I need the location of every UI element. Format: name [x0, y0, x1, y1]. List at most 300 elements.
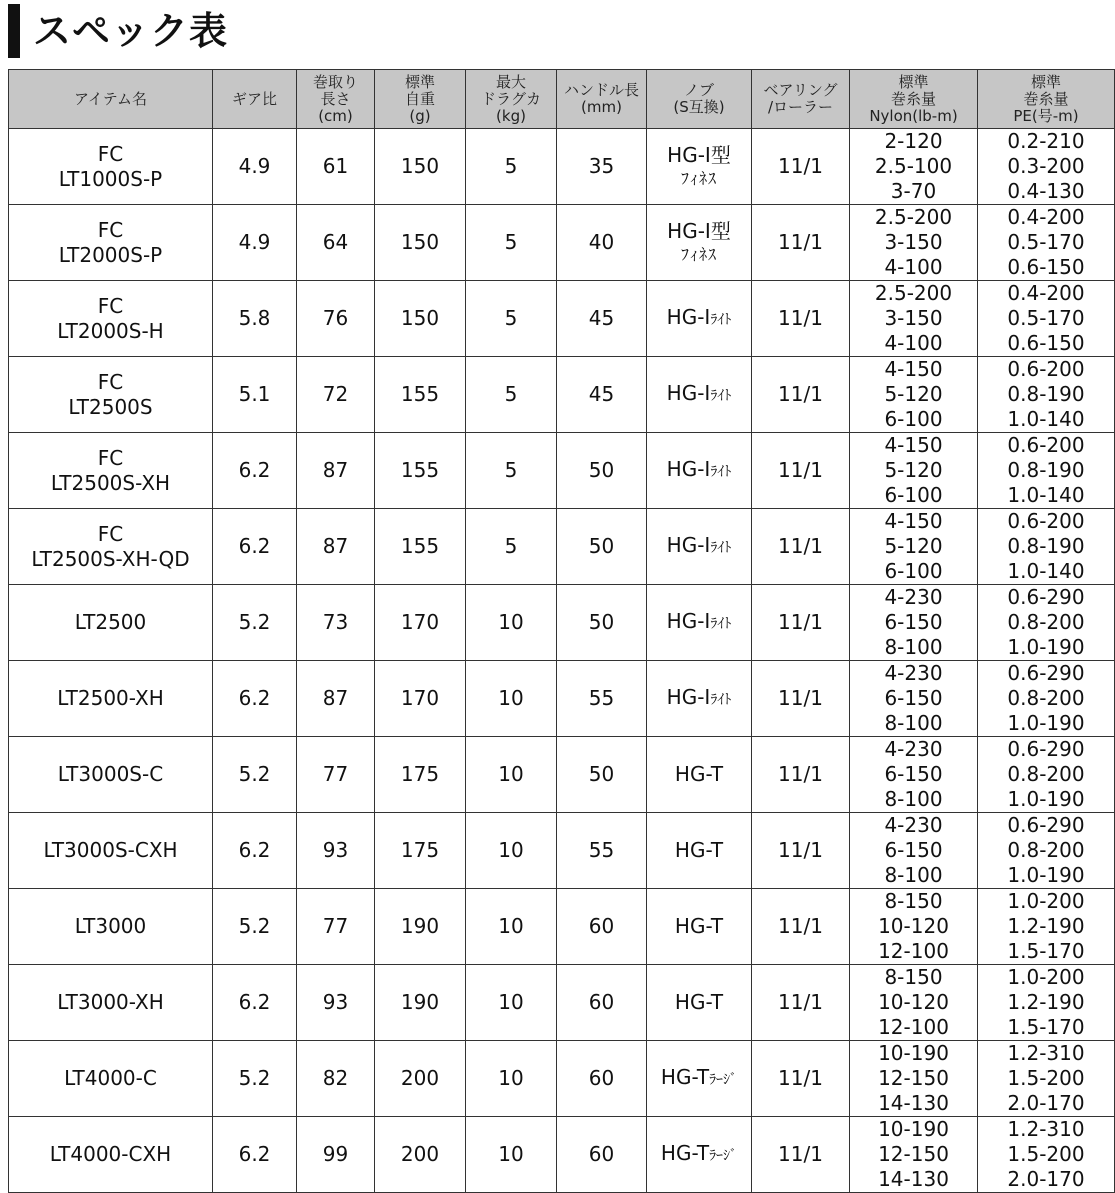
cell-gear-ratio: 5.2 [213, 889, 297, 965]
cell-weight: 175 [375, 813, 466, 889]
cell-max-drag: 10 [466, 1117, 557, 1193]
item-name-line: LT2000S-P [58, 242, 163, 267]
nylon-capacity-line: 10-190 [878, 1041, 949, 1065]
item-name-line: LT2500-XH [57, 686, 164, 710]
cell-item-name [9, 965, 213, 1041]
cell-max-drag: 5 [466, 357, 557, 433]
pe-capacity-line: 1.0-190 [1007, 787, 1085, 811]
cell-pe-capacity [978, 889, 1115, 965]
item-name-line: LT3000 [74, 914, 147, 938]
nylon-capacity-line: 4-230 [884, 737, 943, 761]
nylon-capacity-line: 4-150 [884, 357, 943, 381]
nylon-capacity-line: 4-230 [884, 585, 943, 609]
pe-capacity-line: 0.8-200 [1007, 686, 1085, 710]
header-retrieve [297, 70, 375, 129]
knob-main: HG-I [666, 608, 711, 633]
nylon-capacity-line: 6-150 [884, 762, 943, 786]
nylon-capacity-line: 2.5-100 [874, 154, 953, 178]
cell-nylon-capacity [850, 1117, 978, 1193]
cell-knob [647, 281, 752, 357]
cell-nylon-capacity [850, 357, 978, 433]
cell-pe-capacity [978, 129, 1115, 205]
cell-handle-length: 60 [557, 1117, 647, 1193]
knob-suffix: ﾗｰｼﾞ [709, 1071, 738, 1088]
cell-weight: 170 [375, 585, 466, 661]
pe-capacity-line: 1.0-190 [1007, 863, 1085, 887]
item-name-line: LT3000S-CXH [43, 838, 178, 862]
knob-main: HG-T [660, 1064, 710, 1089]
knob-main: HG-T [674, 838, 724, 862]
item-name-line: FC [97, 521, 124, 546]
cell-knob [647, 965, 752, 1041]
pe-capacity-line: 1.2-190 [1007, 990, 1085, 1014]
nylon-capacity-line: 14-130 [878, 1167, 949, 1191]
cell-gear-ratio: 6.2 [213, 813, 297, 889]
header-gear [213, 70, 297, 129]
cell-handle-length: 50 [557, 737, 647, 813]
cell-knob [647, 433, 752, 509]
cell-handle-length: 55 [557, 813, 647, 889]
cell-pe-capacity [978, 509, 1115, 585]
cell-knob [647, 509, 752, 585]
knob-main: HG-I [666, 532, 711, 557]
header-pe-line: 標準 [1030, 72, 1061, 91]
pe-capacity-line: 0.3-200 [1007, 154, 1085, 178]
item-name-line: LT2000S-H [57, 318, 164, 343]
cell-gear-ratio: 5.2 [213, 737, 297, 813]
nylon-capacity-line: 4-100 [884, 331, 943, 355]
cell-gear-ratio: 6.2 [213, 965, 297, 1041]
nylon-capacity-line: 8-100 [884, 863, 943, 887]
table-row [9, 357, 1115, 433]
header-nylon-line: Nylon(lb-m) [869, 106, 958, 125]
nylon-capacity-line: 4-100 [884, 255, 943, 279]
header-drag [466, 70, 557, 129]
cell-item-name [9, 1041, 213, 1117]
header-item-line: アイテム名 [74, 89, 147, 108]
cell-knob [647, 737, 752, 813]
cell-knob [647, 585, 752, 661]
header-knob [647, 70, 752, 129]
knob-main: HG-I [666, 304, 711, 329]
knob-main: HG-I [666, 380, 711, 405]
pe-capacity-line: 1.0-200 [1007, 965, 1085, 989]
pe-capacity-line: 0.6-200 [1007, 509, 1085, 533]
cell-item-name [9, 129, 213, 205]
pe-capacity-line: 0.5-170 [1007, 230, 1085, 254]
nylon-capacity-line: 3-70 [890, 179, 937, 203]
cell-weight: 190 [375, 965, 466, 1041]
knob-main: HG-T [674, 762, 724, 786]
item-name-line: LT2500S-XH [50, 470, 171, 495]
cell-max-drag: 5 [466, 509, 557, 585]
cell-gear-ratio: 5.2 [213, 1041, 297, 1117]
cell-retrieve-length: 77 [297, 889, 375, 965]
pe-capacity-line: 0.2-210 [1007, 129, 1085, 153]
pe-capacity-line: 0.6-200 [1007, 357, 1085, 381]
nylon-capacity-line: 6-150 [884, 686, 943, 710]
cell-nylon-capacity [850, 585, 978, 661]
cell-weight: 200 [375, 1041, 466, 1117]
pe-capacity-line: 1.2-190 [1007, 914, 1085, 938]
cell-max-drag: 10 [466, 1041, 557, 1117]
header-retrieve-line: 長さ [320, 89, 351, 108]
pe-capacity-line: 1.5-200 [1007, 1066, 1085, 1090]
cell-weight: 150 [375, 205, 466, 281]
pe-capacity-line: 0.6-290 [1007, 585, 1085, 609]
cell-nylon-capacity [850, 813, 978, 889]
page-title: スペック表 [33, 9, 229, 53]
knob-suffix: ﾗｲﾄ [710, 539, 732, 556]
knob-suffix: ﾗｲﾄ [710, 691, 732, 708]
cell-knob [647, 357, 752, 433]
knob-main: HG-I型 [667, 143, 731, 167]
header-item [9, 70, 213, 129]
header-nylon-line: 巻糸量 [890, 89, 936, 108]
pe-capacity-line: 1.0-190 [1007, 711, 1085, 735]
cell-retrieve-length: 99 [297, 1117, 375, 1193]
nylon-capacity-line: 10-120 [878, 914, 949, 938]
cell-weight: 155 [375, 357, 466, 433]
header-bearing-line: /ローラー [767, 98, 834, 116]
pe-capacity-line: 1.5-200 [1007, 1142, 1085, 1166]
cell-pe-capacity [978, 965, 1115, 1041]
header-bearing-line: ベアリング [763, 81, 838, 99]
knob-suffix: ﾗｲﾄ [710, 615, 732, 632]
cell-weight: 150 [375, 129, 466, 205]
cell-handle-length: 60 [557, 965, 647, 1041]
pe-capacity-line: 0.6-290 [1007, 737, 1085, 761]
cell-nylon-capacity [850, 433, 978, 509]
cell-pe-capacity [978, 1041, 1115, 1117]
nylon-capacity-line: 4-230 [884, 813, 943, 837]
cell-max-drag: 10 [466, 813, 557, 889]
nylon-capacity-line: 12-100 [878, 939, 949, 963]
cell-retrieve-length: 82 [297, 1041, 375, 1117]
item-name-line: LT2500 [74, 610, 147, 634]
knob-suffix: ﾗｲﾄ [710, 387, 732, 404]
table-row [9, 889, 1115, 965]
cell-handle-length: 40 [557, 205, 647, 281]
pe-capacity-line: 0.6-150 [1007, 331, 1085, 355]
nylon-capacity-line: 6-100 [884, 407, 943, 431]
table-row [9, 965, 1115, 1041]
cell-bearing: 11/1 [752, 965, 850, 1041]
header-gear-line: ギア比 [231, 89, 277, 108]
header-weight [375, 70, 466, 129]
item-name-line: FC [97, 445, 124, 470]
cell-nylon-capacity [850, 281, 978, 357]
knob-sub: ﾌｨﾈｽ [680, 245, 717, 264]
cell-bearing: 11/1 [752, 357, 850, 433]
nylon-capacity-line: 10-120 [878, 990, 949, 1014]
pe-capacity-line: 0.4-130 [1007, 179, 1085, 203]
pe-capacity-line: 0.6-290 [1007, 813, 1085, 837]
header-weight-line: 自重 [404, 89, 435, 108]
cell-nylon-capacity [850, 965, 978, 1041]
cell-pe-capacity [978, 357, 1115, 433]
pe-capacity-line: 0.8-190 [1007, 458, 1085, 482]
pe-capacity-line: 0.6-200 [1007, 433, 1085, 457]
knob-main: HG-T [674, 914, 724, 938]
nylon-capacity-line: 8-150 [884, 889, 943, 913]
cell-handle-length: 50 [557, 433, 647, 509]
cell-gear-ratio: 4.9 [213, 129, 297, 205]
cell-retrieve-length: 87 [297, 661, 375, 737]
table-header-row [9, 70, 1115, 129]
pe-capacity-line: 0.8-190 [1007, 534, 1085, 558]
cell-retrieve-length: 77 [297, 737, 375, 813]
cell-item-name [9, 357, 213, 433]
header-nylon-line: 標準 [898, 72, 929, 91]
cell-max-drag: 5 [466, 129, 557, 205]
cell-handle-length: 45 [557, 281, 647, 357]
header-nylon [850, 70, 978, 129]
cell-pe-capacity [978, 737, 1115, 813]
nylon-capacity-line: 4-230 [884, 661, 943, 685]
table-row [9, 813, 1115, 889]
item-name-line: FC [97, 293, 124, 318]
cell-pe-capacity [978, 661, 1115, 737]
cell-pe-capacity [978, 433, 1115, 509]
cell-retrieve-length: 87 [297, 433, 375, 509]
cell-bearing: 11/1 [752, 889, 850, 965]
pe-capacity-line: 0.6-150 [1007, 255, 1085, 279]
nylon-capacity-line: 3-150 [884, 230, 943, 254]
cell-item-name [9, 281, 213, 357]
nylon-capacity-line: 3-150 [884, 306, 943, 330]
pe-capacity-line: 0.8-190 [1007, 382, 1085, 406]
cell-bearing: 11/1 [752, 1041, 850, 1117]
cell-handle-length: 60 [557, 889, 647, 965]
nylon-capacity-line: 6-150 [884, 610, 943, 634]
table-body [9, 129, 1115, 1193]
cell-nylon-capacity [850, 889, 978, 965]
table-row [9, 509, 1115, 585]
cell-weight: 175 [375, 737, 466, 813]
cell-weight: 170 [375, 661, 466, 737]
knob-main: HG-I型 [667, 219, 731, 243]
cell-gear-ratio: 5.2 [213, 585, 297, 661]
pe-capacity-line: 1.2-310 [1007, 1041, 1085, 1065]
cell-knob [647, 1117, 752, 1193]
cell-weight: 200 [375, 1117, 466, 1193]
header-handle [557, 70, 647, 129]
knob-main: HG-I [666, 684, 711, 709]
header-pe-line: 巻糸量 [1023, 89, 1069, 108]
item-name-line: LT3000S-C [57, 762, 164, 786]
pe-capacity-line: 1.0-140 [1007, 559, 1085, 583]
pe-capacity-line: 1.0-140 [1007, 407, 1085, 431]
table-row [9, 1041, 1115, 1117]
pe-capacity-line: 2.0-170 [1007, 1091, 1085, 1115]
header-pe [978, 70, 1115, 129]
cell-knob [647, 1041, 752, 1117]
nylon-capacity-line: 8-150 [884, 965, 943, 989]
cell-bearing: 11/1 [752, 433, 850, 509]
cell-retrieve-length: 87 [297, 509, 375, 585]
cell-max-drag: 10 [466, 585, 557, 661]
cell-bearing: 11/1 [752, 585, 850, 661]
pe-capacity-line: 1.0-200 [1007, 889, 1085, 913]
knob-suffix: ﾗｲﾄ [710, 311, 732, 328]
pe-capacity-line: 1.2-310 [1007, 1117, 1085, 1141]
cell-bearing: 11/1 [752, 205, 850, 281]
cell-knob [647, 813, 752, 889]
knob-main: HG-T [674, 990, 724, 1014]
cell-gear-ratio: 6.2 [213, 1117, 297, 1193]
header-retrieve-line: 巻取り [312, 72, 358, 91]
spec-table [8, 69, 1115, 1193]
cell-pe-capacity [978, 1117, 1115, 1193]
cell-gear-ratio: 6.2 [213, 433, 297, 509]
item-name-line: LT2500S-XH-QD [31, 546, 190, 571]
item-name-line: FC [97, 217, 124, 242]
cell-retrieve-length: 76 [297, 281, 375, 357]
cell-item-name [9, 205, 213, 281]
cell-retrieve-length: 93 [297, 813, 375, 889]
header-knob-line: ノブ [683, 81, 714, 99]
header-handle-line: ハンドル長 [563, 81, 639, 99]
knob-suffix: ﾗｲﾄ [710, 463, 732, 480]
nylon-capacity-line: 5-120 [884, 534, 943, 558]
cell-weight: 150 [375, 281, 466, 357]
cell-bearing: 11/1 [752, 1117, 850, 1193]
table-row [9, 205, 1115, 281]
cell-item-name [9, 813, 213, 889]
cell-gear-ratio: 5.1 [213, 357, 297, 433]
cell-weight: 190 [375, 889, 466, 965]
header-drag-line: 最大 [495, 72, 526, 91]
cell-nylon-capacity [850, 737, 978, 813]
pe-capacity-line: 0.8-200 [1007, 610, 1085, 634]
item-name-line: LT4000-C [64, 1066, 157, 1090]
cell-nylon-capacity [850, 129, 978, 205]
cell-nylon-capacity [850, 1041, 978, 1117]
cell-knob [647, 661, 752, 737]
header-retrieve-line: (cm) [318, 106, 353, 125]
cell-max-drag: 10 [466, 737, 557, 813]
nylon-capacity-line: 14-130 [878, 1091, 949, 1115]
pe-capacity-line: 1.5-170 [1007, 939, 1085, 963]
pe-capacity-line: 1.5-170 [1007, 1015, 1085, 1039]
cell-item-name [9, 509, 213, 585]
cell-handle-length: 35 [557, 129, 647, 205]
cell-weight: 155 [375, 433, 466, 509]
nylon-capacity-line: 10-190 [878, 1117, 949, 1141]
cell-max-drag: 10 [466, 889, 557, 965]
nylon-capacity-line: 2-120 [884, 129, 943, 153]
pe-capacity-line: 0.4-200 [1007, 205, 1085, 229]
cell-max-drag: 5 [466, 281, 557, 357]
nylon-capacity-line: 6-100 [884, 483, 943, 507]
pe-capacity-line: 0.8-200 [1007, 838, 1085, 862]
cell-item-name [9, 737, 213, 813]
nylon-capacity-line: 8-100 [884, 787, 943, 811]
knob-sub: ﾌｨﾈｽ [680, 169, 717, 188]
pe-capacity-line: 2.0-170 [1007, 1167, 1085, 1191]
cell-gear-ratio: 4.9 [213, 205, 297, 281]
title-accent-bar [8, 4, 20, 58]
nylon-capacity-line: 4-150 [884, 433, 943, 457]
cell-pe-capacity [978, 281, 1115, 357]
nylon-capacity-line: 12-100 [878, 1015, 949, 1039]
cell-handle-length: 55 [557, 661, 647, 737]
cell-nylon-capacity [850, 509, 978, 585]
item-name-line: LT1000S-P [58, 166, 163, 191]
cell-bearing: 11/1 [752, 737, 850, 813]
nylon-capacity-line: 2.5-200 [874, 281, 953, 305]
cell-handle-length: 60 [557, 1041, 647, 1117]
cell-retrieve-length: 64 [297, 205, 375, 281]
nylon-capacity-line: 12-150 [878, 1142, 949, 1166]
item-name-line: FC [97, 141, 124, 166]
table-row [9, 661, 1115, 737]
nylon-capacity-line: 5-120 [884, 458, 943, 482]
cell-bearing: 11/1 [752, 281, 850, 357]
cell-retrieve-length: 61 [297, 129, 375, 205]
header-pe-line: PE(号-m) [1013, 106, 1079, 125]
table-row [9, 585, 1115, 661]
header-knob-line: (S互換) [673, 98, 725, 116]
pe-capacity-line: 0.8-200 [1007, 762, 1085, 786]
cell-pe-capacity [978, 585, 1115, 661]
nylon-capacity-line: 12-150 [878, 1066, 949, 1090]
nylon-capacity-line: 6-150 [884, 838, 943, 862]
item-name-line: FC [97, 369, 124, 394]
pe-capacity-line: 1.0-140 [1007, 483, 1085, 507]
cell-knob [647, 889, 752, 965]
item-name-line: LT3000-XH [57, 990, 164, 1014]
cell-retrieve-length: 73 [297, 585, 375, 661]
cell-retrieve-length: 93 [297, 965, 375, 1041]
header-weight-line: (g) [409, 106, 431, 125]
table-row [9, 433, 1115, 509]
header-drag-line: ドラグカ [480, 89, 541, 108]
nylon-capacity-line: 8-100 [884, 711, 943, 735]
cell-handle-length: 50 [557, 585, 647, 661]
cell-weight: 155 [375, 509, 466, 585]
pe-capacity-line: 1.0-190 [1007, 635, 1085, 659]
header-weight-line: 標準 [404, 72, 435, 91]
cell-retrieve-length: 72 [297, 357, 375, 433]
header-handle-line: (mm) [581, 98, 622, 116]
cell-handle-length: 45 [557, 357, 647, 433]
cell-pe-capacity [978, 205, 1115, 281]
cell-item-name [9, 585, 213, 661]
nylon-capacity-line: 6-100 [884, 559, 943, 583]
header-bearing [752, 70, 850, 129]
table-row [9, 129, 1115, 205]
cell-item-name [9, 433, 213, 509]
table-row [9, 281, 1115, 357]
pe-capacity-line: 0.4-200 [1007, 281, 1085, 305]
knob-suffix: ﾗｰｼﾞ [709, 1147, 738, 1164]
cell-knob [647, 205, 752, 281]
cell-gear-ratio: 6.2 [213, 661, 297, 737]
cell-max-drag: 5 [466, 205, 557, 281]
pe-capacity-line: 0.6-290 [1007, 661, 1085, 685]
cell-nylon-capacity [850, 661, 978, 737]
cell-gear-ratio: 5.8 [213, 281, 297, 357]
cell-bearing: 11/1 [752, 129, 850, 205]
nylon-capacity-line: 8-100 [884, 635, 943, 659]
cell-item-name [9, 1117, 213, 1193]
nylon-capacity-line: 5-120 [884, 382, 943, 406]
cell-nylon-capacity [850, 205, 978, 281]
knob-main: HG-T [660, 1140, 710, 1165]
cell-knob [647, 129, 752, 205]
